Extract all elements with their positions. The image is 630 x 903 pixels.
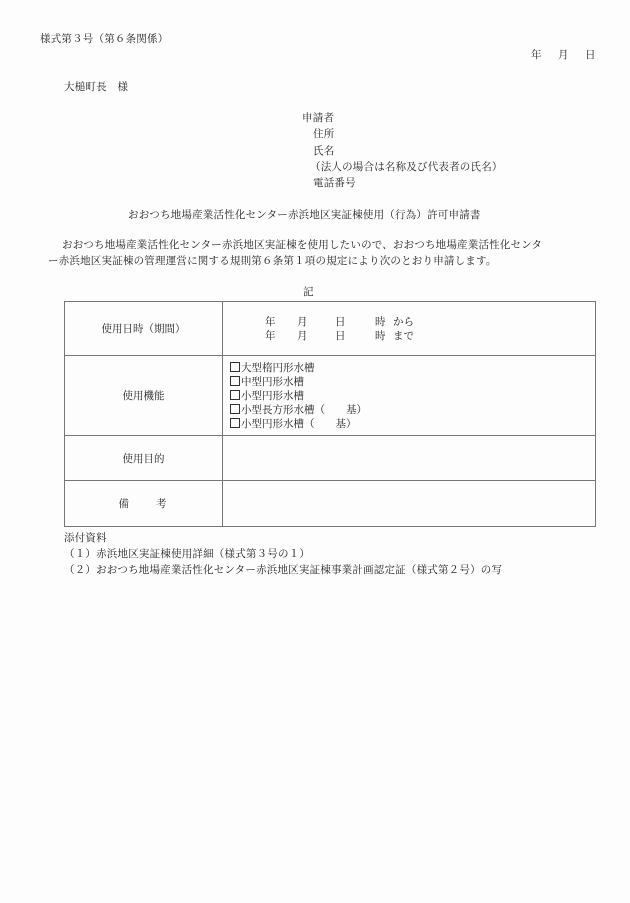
purpose-field[interactable] xyxy=(223,436,596,481)
attachment-item: （１）赤浜地区実証棟使用詳細（様式第３号の１） xyxy=(64,548,311,560)
function-option[interactable]: 小型長方形水槽（ 基） xyxy=(223,403,595,417)
applicant-phone-label: 電話番号 xyxy=(313,177,356,189)
function-row xyxy=(65,356,596,436)
attachments-heading: 添付資料 xyxy=(64,532,107,544)
remarks-label: 備 考 xyxy=(65,481,223,527)
period-row xyxy=(65,302,596,356)
form-number: 様式第３号（第６条関係） xyxy=(40,33,169,45)
body-line-2: ー赤浜地区実証棟の管理運営に関する規則第６条第１項の規定により次のとおり申請します。 xyxy=(48,255,497,267)
checkbox-icon[interactable] xyxy=(230,390,240,400)
period-label: 使用日時（期間） xyxy=(65,302,223,356)
function-option[interactable]: 中型円形水槽 xyxy=(223,375,595,389)
remarks-field[interactable] xyxy=(223,481,596,527)
function-option[interactable]: 小型円形水槽（ 基） xyxy=(223,417,595,431)
date-line: 年 月 日 xyxy=(531,49,599,61)
purpose-label: 使用目的 xyxy=(65,436,223,481)
applicant-name-label: 氏名 xyxy=(313,145,335,157)
applicant-address-label: 住所 xyxy=(313,128,335,140)
function-option[interactable]: 小型円形水槽 xyxy=(223,389,595,403)
purpose-row xyxy=(65,436,596,481)
body-line-1: おおつち地場産業活性化センター赤浜地区実証棟を使用したいので、おおつち地場産業活性化センタ xyxy=(62,239,543,251)
document-title: おおつち地場産業活性化センター赤浜地区実証棟使用（行為）許可申請書 xyxy=(128,209,481,221)
applicant-heading: 申請者 xyxy=(302,112,335,124)
checkbox-icon[interactable] xyxy=(230,376,240,386)
checkbox-icon[interactable] xyxy=(230,418,240,428)
checkbox-icon[interactable] xyxy=(230,404,240,414)
checkbox-icon[interactable] xyxy=(230,362,240,372)
function-options xyxy=(223,356,596,436)
function-option[interactable]: 大型楕円形水槽 xyxy=(223,361,595,375)
period-from: 年 月 日 時 から xyxy=(265,315,414,328)
attachment-item: （２）おおつち地場産業活性化センター赤浜地区実証棟事業計画認定証（様式第２号）の写 xyxy=(64,564,503,576)
period-value[interactable] xyxy=(223,302,596,356)
function-label: 使用機能 xyxy=(65,356,223,436)
period-to: 年 月 日 時 まで xyxy=(265,329,414,342)
application-table xyxy=(64,301,596,527)
remarks-row xyxy=(65,481,596,527)
ki-heading: 記 xyxy=(303,286,314,298)
addressee: 大槌町長 様 xyxy=(64,81,129,93)
applicant-corp-note: （法人の場合は名称及び代表者の氏名） xyxy=(310,161,503,173)
